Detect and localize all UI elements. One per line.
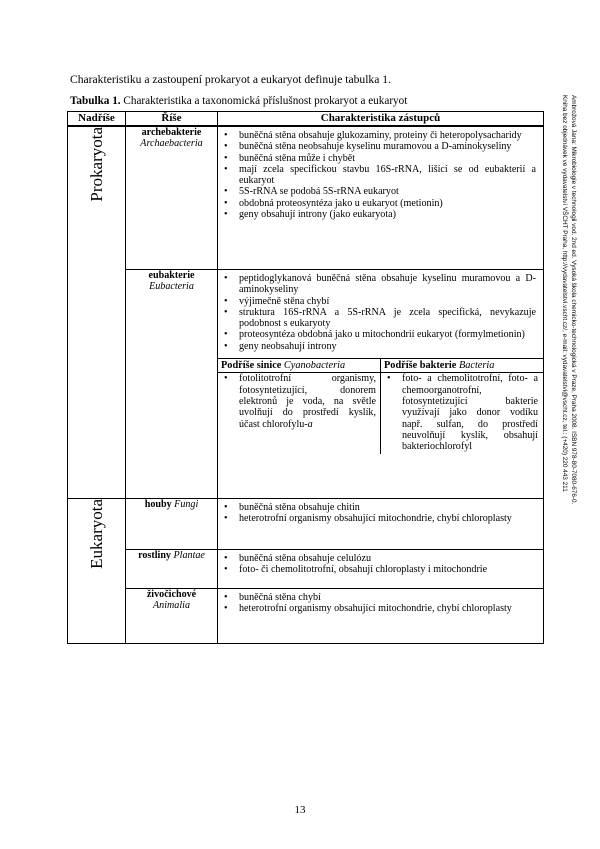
list-item: • obdobná proteosyntéza jako u eukaryot (metionin) [218, 198, 536, 209]
subkingdom-cyano-text [218, 373, 381, 455]
header-rise: Říše [126, 112, 218, 127]
intro-sentence: Charakteristiku a zastoupení prokaryot a eukaryot definuje tabulka 1. [70, 73, 391, 86]
list-item: • buněčná stěna obsahuje chitin [218, 502, 536, 513]
trait-list [218, 273, 543, 358]
subkingdom-bacteria-text [381, 373, 544, 455]
nadrise-prokaryota-label: Prokaryota [86, 127, 106, 202]
rise-name: houby [144, 499, 172, 510]
trait-list [381, 373, 543, 454]
trait-list [218, 553, 543, 578]
row-eubakterie [68, 270, 544, 499]
trait-list [218, 592, 543, 617]
subkingdom-latin: Bacteria [458, 360, 495, 372]
header-nadrise: Nadříše [68, 112, 126, 127]
list-item: • buněčná stěna obsahuje celulózu [218, 553, 536, 564]
rise-zivocichove [126, 589, 218, 644]
page-number: 13 [294, 804, 306, 816]
list-item: • geny obsahují introny (jako eukaryota) [218, 209, 536, 220]
rise-latin: Fungi [174, 499, 199, 510]
list-item: • geny neobsahují introny [218, 341, 536, 352]
row-houby [68, 499, 544, 550]
list-item: • heterotrofní organismy obsahující mitochondrie, chybí chloroplasty [218, 513, 536, 524]
subkingdom-title: Podříše bakterie [384, 360, 457, 372]
rise-latin: Eubacteria [149, 281, 194, 293]
list-item: • 5S-rRNA se podobá 5S-rRNA eukaryot [218, 186, 536, 197]
charakteristika-zivocichove [218, 589, 544, 644]
list-item [218, 373, 376, 429]
nadrise-prokaryota [68, 126, 126, 499]
row-zivocichove [68, 589, 544, 644]
charakteristika-archebakterie [218, 126, 544, 270]
subkingdom-cyano-heading [218, 359, 381, 373]
rise-name: živočichové [146, 589, 197, 600]
caption-text: Charakteristika a taxonomická příslušnost prokaryot a eukaryot [123, 95, 408, 107]
list-item: • struktura 16S-rRNA a 5S-rRNA je zcela specifická, nevykazuje podobnost s eukaryoty [218, 307, 536, 330]
taxonomy-table [67, 111, 544, 644]
list-item: • buněčná stěna obsahuje glukozaminy, proteiny či heteropolysacharidy [218, 130, 536, 141]
list-item: • foto- a chemolitotrofní, foto- a chemoorganotrofní, fotosyntetizující bakterie využívají jako donor vodíku např. sulfan, do prostředí neuvolňují kyslík, obsahují bakteriochlorofyl [381, 373, 538, 452]
subkingdom-table [218, 358, 543, 454]
list-item: • buněčná stěna chybí [218, 592, 536, 603]
header-charakteristika: Charakteristika zástupců [218, 112, 544, 127]
rise-latin: Plantae [173, 550, 205, 561]
nadrise-eukaryota [68, 499, 126, 644]
list-item: • buněčná stěna neobsahuje kyselinu muramovou a D-aminokyseliny [218, 141, 536, 152]
row-rostliny [68, 550, 544, 589]
rise-eubakterie [126, 270, 218, 499]
charakteristika-houby [218, 499, 544, 550]
rise-latin: Archaebacteria [140, 138, 203, 150]
rise-name: archebakterie [141, 127, 202, 138]
side-note-line: Kniha bez objednávek ve vydavatelství VŠCHT Praha, http://vydavatelstvi.vscht.cz/, e-mail: vydavatelstvi@vscht.cz, tel.: (+420) 220 443 211 [561, 95, 569, 492]
side-note [557, 95, 577, 571]
table-caption [70, 95, 407, 107]
rise-rostliny [126, 550, 218, 589]
trait-text: fotolitotrofní organismy, fotosyntetizující, donorem elektronů je voda, na světle uvolňují do prostředí kyslík, účast chlorofylu- [239, 373, 376, 430]
trait-italic: a [307, 418, 313, 430]
list-item: • proteosyntéza obdobná jako u mitochondrií eukaryot (formylmetionin) [218, 329, 536, 340]
rise-archebakterie [126, 126, 218, 270]
list-item: • foto- či chemolitotrofní, obsahují chloroplasty i mitochondrie [218, 564, 536, 575]
rise-name: rostliny [138, 550, 171, 561]
row-archebakterie [68, 126, 544, 270]
trait-list [218, 502, 543, 527]
trait-list [218, 373, 380, 431]
rise-latin: Animalia [152, 600, 190, 612]
trait-list [218, 130, 543, 222]
rise-houby [126, 499, 218, 550]
subkingdom-latin: Cyanobacteria [283, 360, 346, 372]
charakteristika-eubakterie [218, 270, 544, 499]
rise-name: eubakterie [148, 270, 195, 281]
subkingdom-title: Podříše sinice [221, 360, 282, 372]
table-header-row [68, 112, 544, 127]
list-item: • mají zcela specifickou stavbu 16S-rRNA, lišící se od eubakterií a eukaryot [218, 164, 536, 187]
list-item: • buněčná stěna může i chybět [218, 153, 536, 164]
nadrise-eukaryota-label: Eukaryota [86, 499, 106, 569]
side-note-line: Ambrožová Jana: Mikrobiologie v technologii vod. 2nd ed. Vysoká škola chemicko-technologická v Praze, Praha 2008. ISBN 978-80-7080-676-0. [570, 95, 577, 505]
subkingdom-bacteria-heading [381, 359, 544, 373]
list-item: • výjimečně stěna chybí [218, 296, 536, 307]
charakteristika-rostliny [218, 550, 544, 589]
list-item: • peptidoglykanová buněčná stěna obsahuje kyselinu muramovou a D-aminokyseliny [218, 273, 536, 296]
list-item: • heterotrofní organismy obsahující mitochondrie, chybí chloroplasty [218, 603, 536, 614]
caption-label: Tabulka 1. [70, 95, 121, 107]
